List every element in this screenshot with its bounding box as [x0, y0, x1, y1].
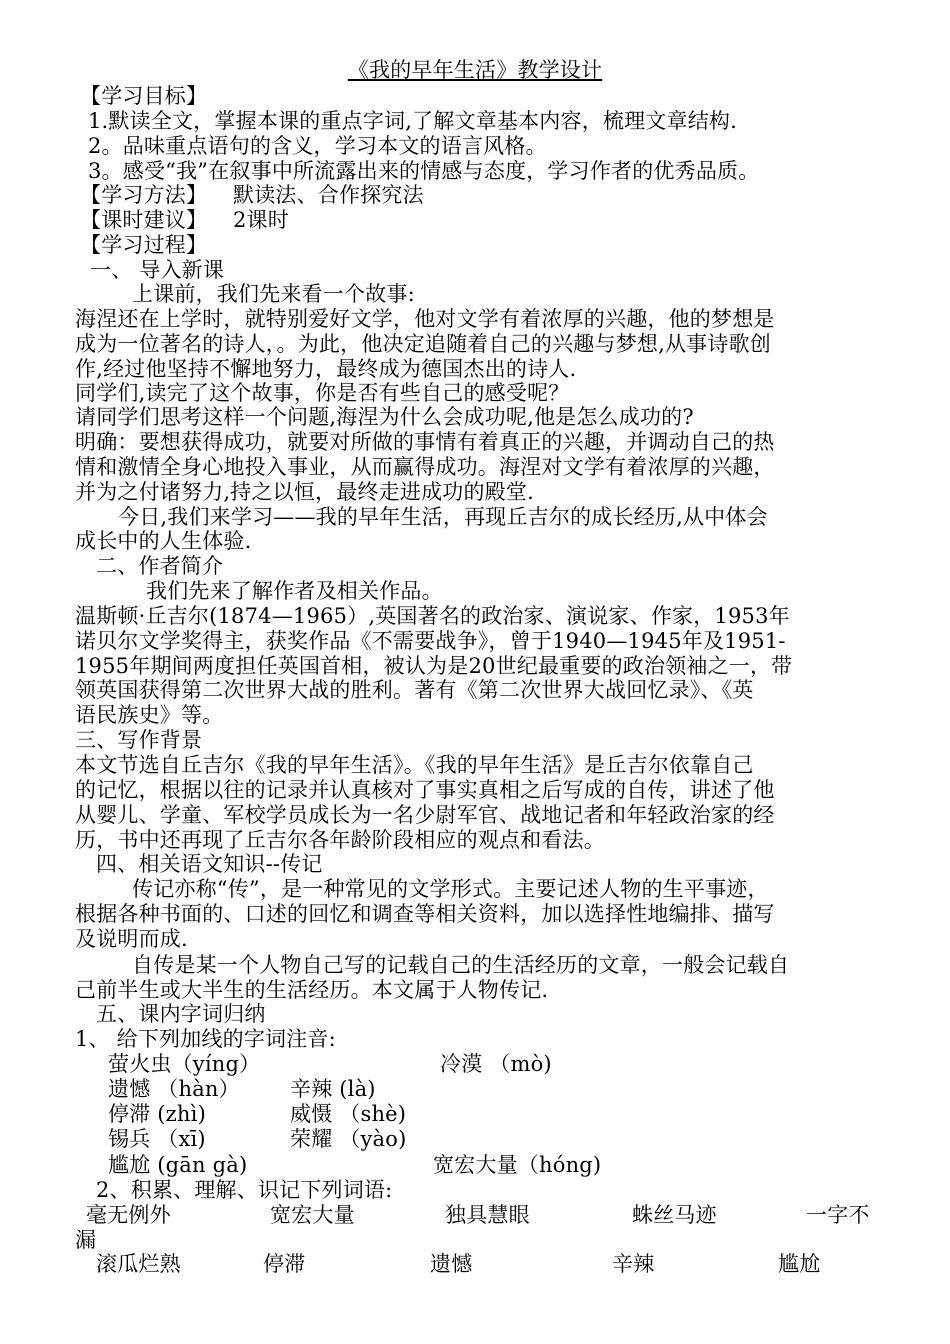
- paragraph-line: 诺贝尔文学奖得主，获奖作品《不需要战争》，曾于1940—1945年及1951-: [75, 629, 786, 653]
- section1-heading: 一、 导入新课: [90, 258, 225, 282]
- vocab-word: 停滞: [263, 1252, 306, 1276]
- section4-heading: 四、相关语文知识--传记: [96, 852, 323, 876]
- paragraph-line: 海涅还在上学时，就特别爱好文学，他对文学有着浓厚的兴趣，他的梦想是: [75, 307, 775, 331]
- paragraph-line: 的记忆，根据以往的记录并认真核对了事实真相之后写成的自传，讲述了他: [75, 778, 775, 802]
- vocab-word-wrap: 漏: [75, 1228, 97, 1252]
- pinyin-item: 遗憾 （hàn）: [108, 1077, 240, 1101]
- process-heading: 【学习过程】: [80, 233, 208, 257]
- paragraph-line: 根据各种书面的、口述的回忆和调查等相关资料，加以选择性地编排、描写: [75, 902, 775, 926]
- paragraph-line: 明确：要想获得成功，就要对所做的事情有着真正的兴趣，并调动自己的热: [75, 430, 775, 454]
- vocab-word: 独具慧眼: [445, 1203, 530, 1227]
- paragraph-line: 上课前，我们先来看一个故事:: [132, 282, 415, 306]
- pinyin-item: 辛辣 (là): [290, 1077, 376, 1101]
- vocab-word: 滚瓜烂熟: [96, 1252, 181, 1276]
- vocab-word: 蛛丝马迹: [632, 1203, 717, 1227]
- paragraph-line: 1955年期间两度担任英国首相，被认为是20世纪最重要的政治领袖之一，带: [75, 654, 793, 678]
- section2-heading: 二、作者简介: [96, 554, 224, 578]
- paragraph-line: 同学们,读完了这个故事，你是否有些自己的感受呢？: [75, 381, 570, 405]
- goal-item: 2。品味重点语句的含义，学习本文的语言风格。: [88, 134, 547, 158]
- pinyin-item: 萤火虫（yíng）: [108, 1052, 261, 1076]
- vocab-word: 宽宏大量: [270, 1203, 355, 1227]
- paragraph-line: 语民族史》等。: [75, 703, 224, 727]
- pinyin-item: 锡兵 （xī): [108, 1127, 206, 1151]
- paragraph-line: 成长中的人生体验.: [75, 529, 252, 553]
- paragraph-line: 我们先来了解作者及相关作品。: [146, 579, 443, 603]
- vocab-word: 遗憾: [430, 1252, 473, 1276]
- paragraph-line: 作,经过他坚持不懈地努力，最终成为德国杰出的诗人.: [75, 357, 577, 381]
- paragraph-line: 并为之付诸努力,持之以恒，最终走进成功的殿堂.: [75, 480, 534, 504]
- vocab-word: 尴尬: [778, 1252, 821, 1276]
- question-1: 1、 给下列加线的字词注音:: [75, 1027, 336, 1051]
- pinyin-item: 宽宏大量（hóng): [433, 1153, 602, 1177]
- hours-value: 2课时: [233, 208, 289, 232]
- goal-item: 3。感受“我”在叙事中所流露出来的情感与态度，学习作者的优秀品质。: [88, 159, 760, 183]
- paragraph-line: 从婴儿、学童、军校学员成长为一名少尉军官、战地记者和年轻政治家的经: [75, 803, 775, 827]
- section5-heading: 五、课内字词归纳: [96, 1002, 266, 1026]
- pinyin-item: 停滞 (zhì): [108, 1102, 206, 1126]
- paragraph-line: 今日,我们来学习——我的早年生活，再现丘吉尔的成长经历,从中体会: [118, 505, 768, 529]
- paragraph-line: 及说明而成.: [75, 927, 188, 951]
- method-value: 默读法、合作探究法: [233, 183, 424, 207]
- pinyin-item: 荣耀 （yào): [290, 1127, 407, 1151]
- paragraph-line: 成为一位著名的诗人，。为此，他决定追随着自己的兴趣与梦想,从事诗歌创: [75, 332, 771, 356]
- paragraph-line: 历，书中还再现了丘吉尔各年龄阶段相应的观点和看法。: [75, 828, 605, 852]
- goal-item: 1.默读全文，掌握本课的重点字词,了解文章基本内容，梳理文章结构.: [88, 109, 737, 133]
- vocab-word: 一字不: [806, 1203, 870, 1227]
- paragraph-line: 温斯顿·丘吉尔(1874—1965）,英国著名的政治家、演说家、作家，1953年: [75, 604, 790, 628]
- document-title: 《我的早年生活》教学设计: [347, 58, 603, 82]
- paragraph-line: 领英国获得第二次世界大战的胜利。著有《第二次世界大战回忆录》、《英: [75, 678, 754, 702]
- section3-heading: 三、写作背景: [75, 728, 203, 752]
- pinyin-item: 尴尬 (gān gà): [108, 1153, 248, 1177]
- goals-heading: 【学习目标】: [80, 84, 208, 108]
- vocab-word: 辛辣: [612, 1252, 655, 1276]
- paragraph-line: 本文节选自丘吉尔《我的早年生活》。《我的早年生活》是丘吉尔依靠自己: [75, 753, 754, 777]
- vocab-word: 毫无例外: [86, 1203, 171, 1227]
- paragraph-line: 己前半生或大半生的生活经历。本文属于人物传记.: [75, 978, 549, 1002]
- paragraph-line: 情和激情全身心地投入事业，从而赢得成功。海涅对文学有着浓厚的兴趣，: [75, 455, 775, 479]
- pinyin-item: 威慑 （shè): [290, 1102, 407, 1126]
- method-label: 【学习方法】: [80, 183, 208, 207]
- paragraph-line: 自传是某一个人物自己写的记载自己的生活经历的文章，一般会记载自: [132, 953, 790, 977]
- hours-label: 【课时建议】: [80, 208, 208, 232]
- pinyin-item: 冷漠 （mò): [440, 1052, 552, 1076]
- question-2: 2、积累、理解、识记下列词语:: [96, 1178, 393, 1202]
- paragraph-line: 传记亦称“传”，是一种常见的文学形式。主要记述人物的生平事迹，: [132, 877, 769, 901]
- paragraph-line: 请同学们思考这样一个问题,海涅为什么会成功呢,他是怎么成功的?: [75, 405, 694, 429]
